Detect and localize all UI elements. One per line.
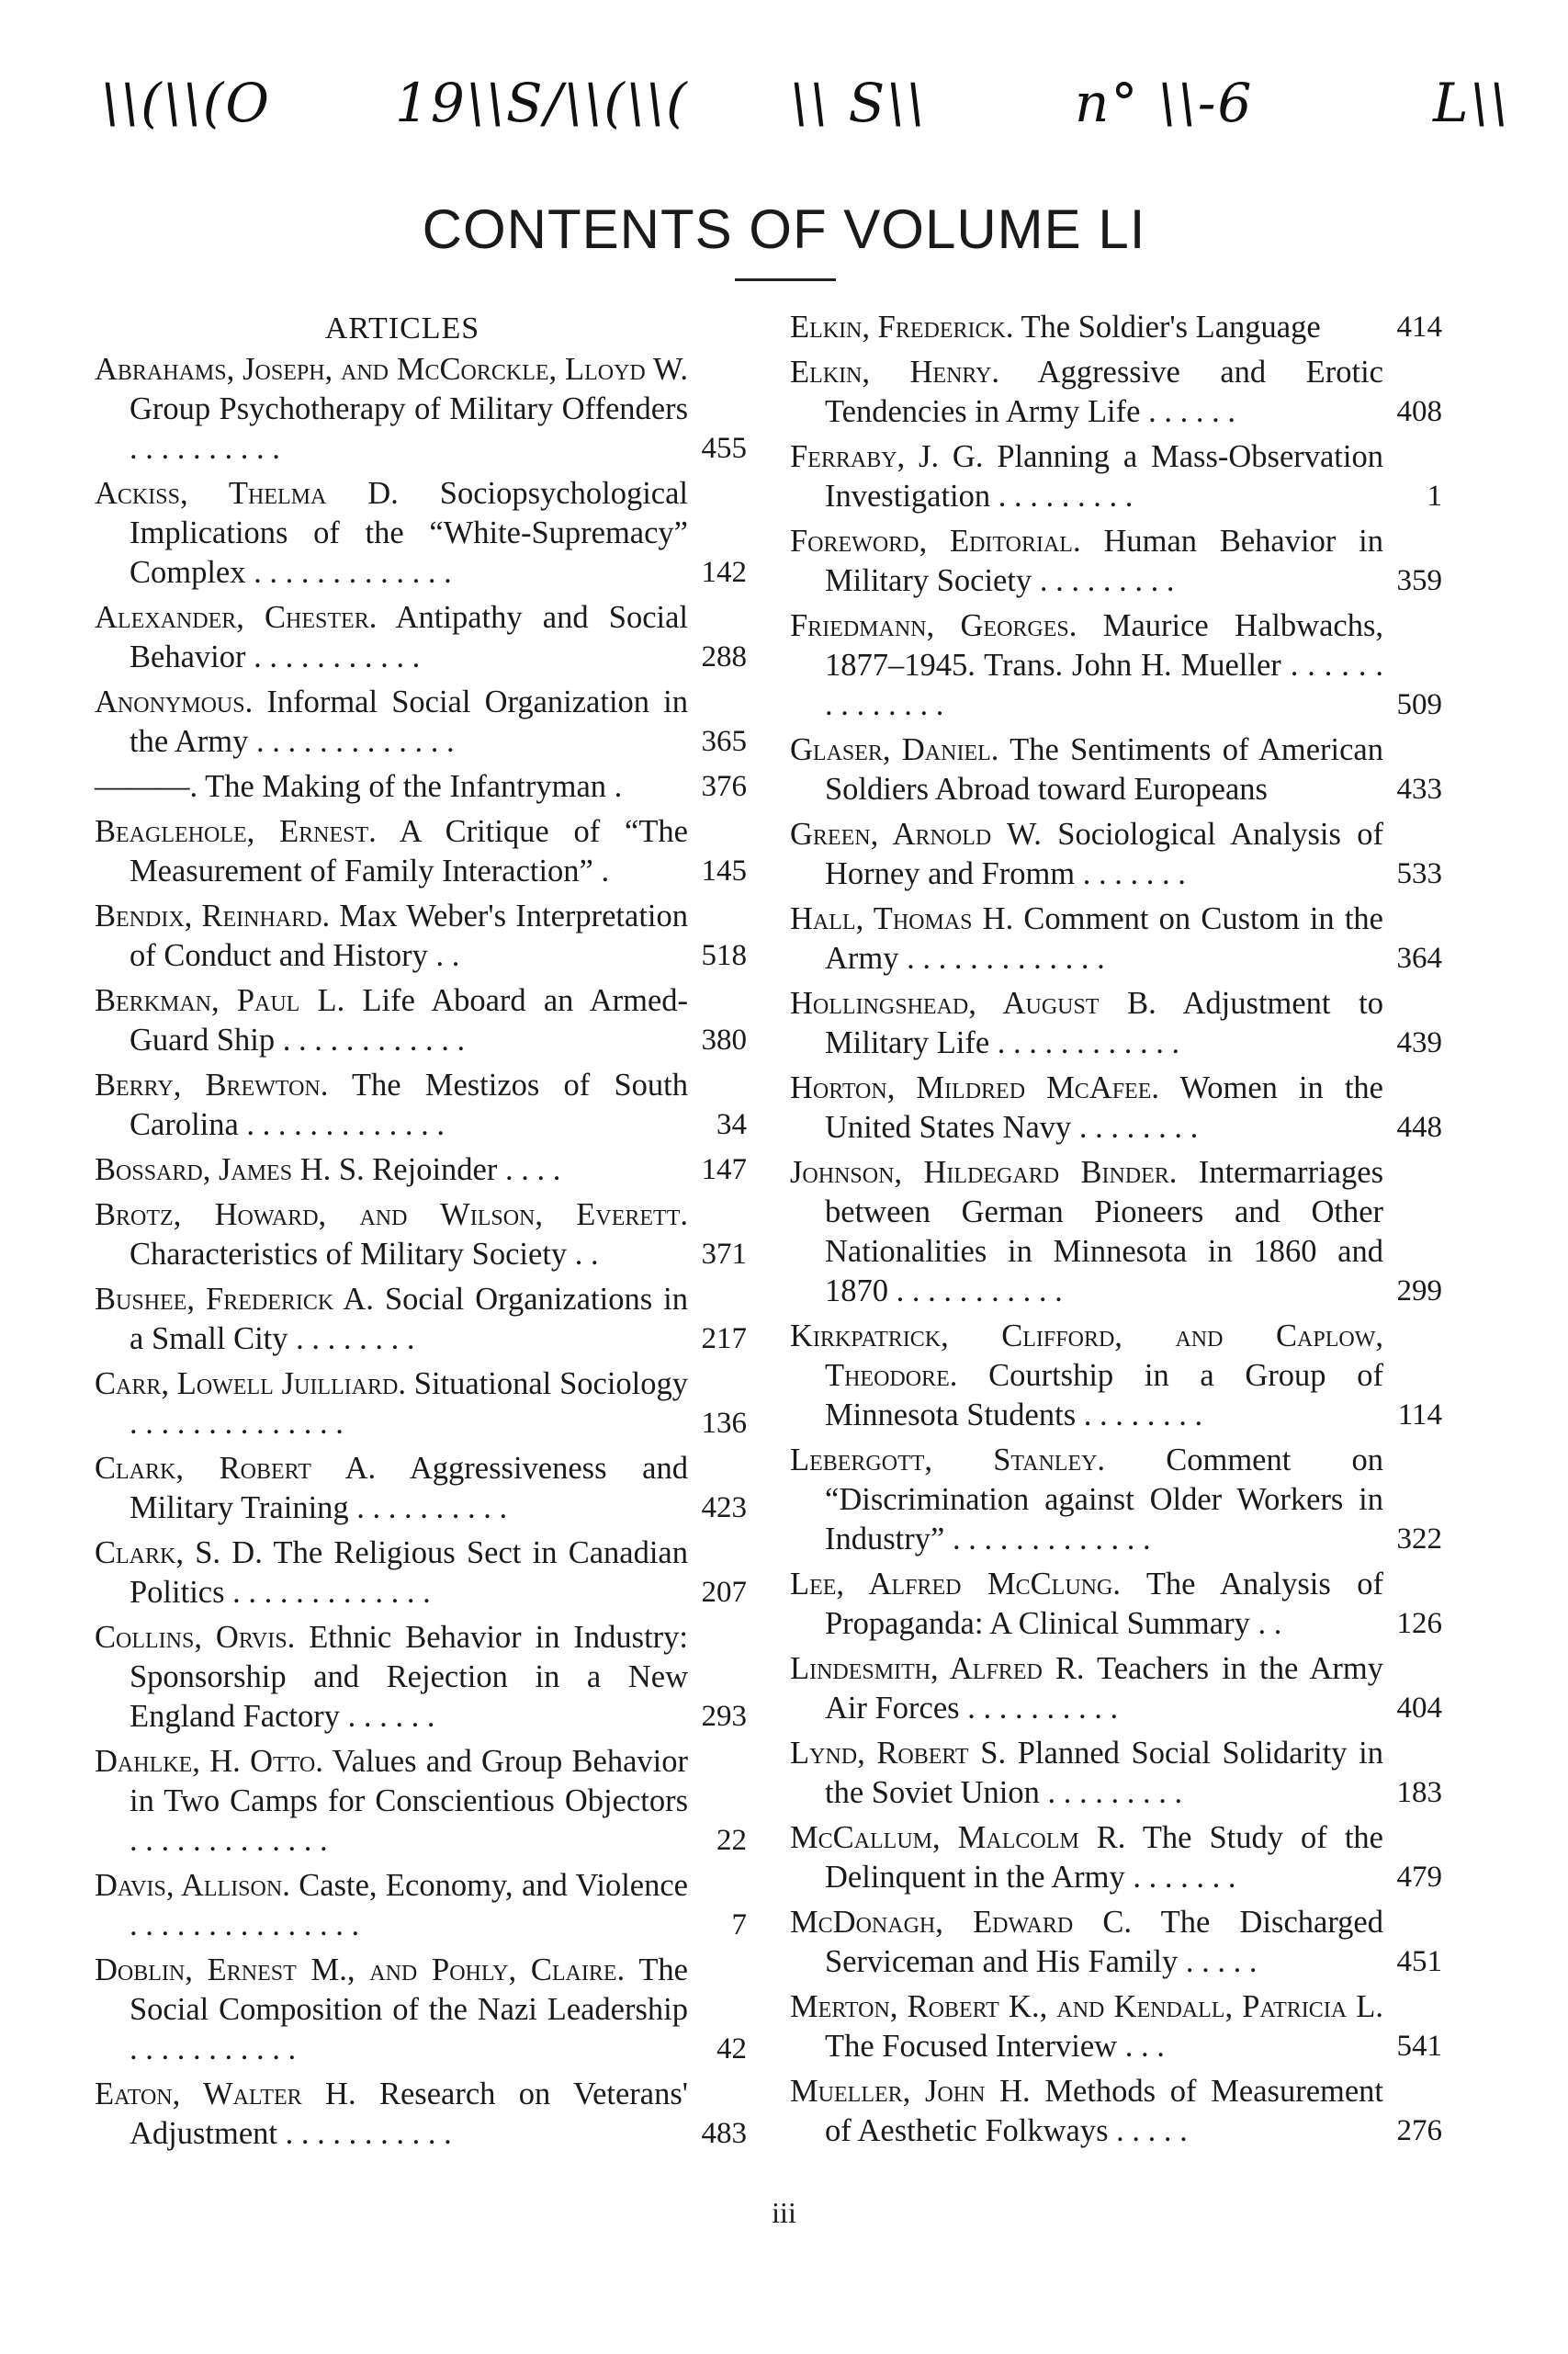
contents-entry bbox=[790, 1441, 1442, 1559]
entry-page-number: 114 bbox=[1397, 1398, 1442, 1432]
entry-author: Collins, Orvis. bbox=[95, 1620, 296, 1655]
entry-leader-dots: . . . . . . . . . . bbox=[959, 1691, 1119, 1726]
contents-entry bbox=[95, 1066, 747, 1145]
entry-leader-dots: . bbox=[592, 854, 610, 888]
entry-page-number: 322 bbox=[1396, 1522, 1442, 1556]
contents-entry bbox=[95, 981, 747, 1060]
entry-author: Ackiss, Thelma D. bbox=[95, 476, 399, 511]
contents-entry bbox=[95, 1533, 747, 1613]
entry-leader-dots: . . bbox=[1249, 1606, 1282, 1641]
entry-leader-dots: . . . . . . . . . bbox=[990, 479, 1134, 514]
entry-title: Values and Group Behavior in Two Camps for Conscientious Objectors bbox=[130, 1744, 688, 1818]
left-column bbox=[95, 308, 747, 2159]
entry-author: Berkman, Paul L. bbox=[95, 983, 345, 1018]
section-heading-articles: ARTICLES bbox=[324, 311, 480, 345]
contents-entry bbox=[790, 2072, 1442, 2151]
contents-entry bbox=[790, 1565, 1442, 1644]
entry-leader-dots: . . . . . . . bbox=[1124, 1860, 1236, 1895]
entry-leader-dots: . . . . . bbox=[1178, 1944, 1258, 1979]
entry-page-number: 376 bbox=[701, 770, 747, 803]
entry-title: Teachers in the Army Air Forces bbox=[825, 1651, 1383, 1726]
contents-entry bbox=[95, 474, 747, 593]
entry-leader-dots: . . . . . . . . . . bbox=[130, 431, 280, 466]
handwritten-note: 19\\S/\\(\\( bbox=[395, 72, 689, 134]
contents-entry bbox=[790, 437, 1442, 516]
entry-page-number: 408 bbox=[1396, 395, 1442, 428]
contents-entry bbox=[95, 683, 747, 762]
entry-page-number: 541 bbox=[1396, 2030, 1442, 2063]
entry-page-number: 364 bbox=[1396, 942, 1442, 975]
entry-author: McDonagh, Edward C. bbox=[790, 1905, 1133, 1940]
entry-title: Aggressiveness and Military Training bbox=[130, 1451, 688, 1525]
entry-leader-dots: . . . . . . . . . . . bbox=[245, 639, 421, 674]
entry-author: Ferraby, J. G. bbox=[790, 439, 984, 474]
entry-title: Caste, Economy, and Violence bbox=[299, 1868, 688, 1903]
handwritten-note: n° \\-6 bbox=[1075, 72, 1254, 134]
contents-entry bbox=[95, 1280, 747, 1359]
contents-entry bbox=[790, 1818, 1442, 1897]
entry-title: Women in the United States Navy bbox=[825, 1070, 1383, 1145]
contents-entry bbox=[95, 350, 747, 469]
entry-title: Rejoinder bbox=[372, 1152, 498, 1187]
contents-entry bbox=[790, 1987, 1442, 2066]
contents-entry bbox=[95, 1150, 747, 1190]
entry-title: Maurice Halbwachs, 1877–1945. Trans. John H. Mueller bbox=[825, 608, 1383, 683]
handwritten-note: \\(\\(O bbox=[101, 72, 271, 134]
entry-title: Antipathy and Social Behavior bbox=[130, 600, 688, 674]
entry-leader-dots: . bbox=[606, 769, 623, 804]
title-divider bbox=[735, 278, 836, 281]
entry-author: McCallum, Malcolm R. bbox=[790, 1820, 1126, 1855]
entry-author: Elkin, Frederick. bbox=[790, 310, 1014, 345]
entry-title: The Sentiments of American Soldiers Abroad toward Europeans bbox=[825, 732, 1383, 807]
entry-leader-dots: . . . . . . . . bbox=[288, 1321, 415, 1356]
entry-author: Hall, Thomas H. bbox=[790, 901, 1014, 936]
handwritten-note: \\ S\\ bbox=[790, 72, 927, 134]
entry-page-number: 145 bbox=[701, 854, 747, 888]
entry-title: Ethnic Behavior in Industry: Sponsorship and Rejection in a New England Factory bbox=[130, 1620, 688, 1734]
contents-entry bbox=[95, 767, 747, 807]
entry-author: Clark, S. D. bbox=[95, 1535, 263, 1570]
entry-page-number: 455 bbox=[701, 432, 747, 465]
entry-leader-dots: . . . . . . bbox=[339, 1699, 435, 1734]
entry-author: Doblin, Ernest M., and Pohly, Claire. bbox=[95, 1952, 626, 1987]
contents-entry bbox=[790, 308, 1442, 347]
entry-title: Adjustment to Military Life bbox=[825, 986, 1383, 1060]
entry-title: Aggressive and Erotic Tendencies in Army Life bbox=[825, 355, 1383, 429]
entry-title: Planning a Mass-Observation Investigation bbox=[825, 439, 1383, 514]
entry-title: Courtship in a Group of Minnesota Students bbox=[825, 1358, 1383, 1432]
entry-page-number: 142 bbox=[701, 556, 747, 589]
entry-title: The Mestizos of South Carolina bbox=[130, 1068, 688, 1142]
entry-title: Intermarriages between German Pioneers and Other Nationalities in Minnesota in 1860 and 1870 bbox=[825, 1155, 1383, 1308]
folio-page-number: iii bbox=[772, 2196, 796, 2229]
entry-page-number: 451 bbox=[1396, 1945, 1442, 1978]
entry-page-number: 288 bbox=[701, 640, 747, 673]
entry-leader-dots: . . . . . . . . . . . . . bbox=[238, 1107, 446, 1142]
entry-page-number: 7 bbox=[731, 1908, 747, 1941]
contents-entry bbox=[95, 1618, 747, 1737]
contents-entry bbox=[95, 2075, 747, 2154]
entry-author: Glaser, Daniel. bbox=[790, 732, 999, 767]
entry-page-number: 42 bbox=[716, 2032, 747, 2065]
entry-title: The Religious Sect in Canadian Politics bbox=[130, 1535, 688, 1610]
entry-title: Sociological Analysis of Horney and Fromm bbox=[825, 817, 1383, 891]
entry-title: The Soldier's Language bbox=[1021, 310, 1321, 345]
entry-title: Planned Social Solidarity in the Soviet Union bbox=[825, 1736, 1384, 1810]
contents-entry bbox=[790, 606, 1442, 725]
entry-page-number: 136 bbox=[701, 1407, 747, 1440]
entry-author: Lee, Alfred McClung. bbox=[790, 1567, 1121, 1601]
entry-page-number: 207 bbox=[701, 1576, 747, 1609]
entry-title: A Critique of “The Measurement of Family Interaction” bbox=[130, 814, 688, 888]
entry-leader-dots: . . . . . . . . . . . . . . bbox=[825, 648, 1383, 722]
entry-author: Carr, Lowell Juilliard. bbox=[95, 1366, 406, 1401]
entry-page-number: 423 bbox=[701, 1491, 747, 1524]
entry-page-number: 1 bbox=[1427, 480, 1442, 513]
entry-leader-dots: . . . . . . . . . . . . . bbox=[248, 724, 455, 759]
entry-author: Bushee, Frederick A. bbox=[95, 1282, 374, 1317]
contents-entry bbox=[95, 598, 747, 677]
entry-page-number: 147 bbox=[701, 1153, 747, 1186]
entry-author: Bossard, James H. S. bbox=[95, 1152, 365, 1187]
entry-author: Hollingshead, August B. bbox=[790, 986, 1156, 1021]
entry-leader-dots: . . . bbox=[1117, 2029, 1165, 2064]
entry-author: Clark, Robert A. bbox=[95, 1451, 377, 1486]
contents-entry bbox=[790, 984, 1442, 1063]
entry-title: Social Organizations in a Small City bbox=[130, 1282, 688, 1356]
contents-entry bbox=[95, 1364, 747, 1443]
contents-entry bbox=[95, 1951, 747, 2069]
entry-title: Situational Sociology bbox=[413, 1366, 688, 1401]
entry-author: ———. bbox=[95, 769, 198, 804]
contents-entry bbox=[790, 730, 1442, 809]
entry-page-number: 299 bbox=[1396, 1274, 1442, 1307]
entry-author: Bendix, Reinhard. bbox=[95, 899, 331, 934]
contents-entry bbox=[95, 1742, 747, 1861]
entry-author: Merton, Robert K., and Kendall, Patricia L. bbox=[790, 1989, 1383, 2024]
contents-entry bbox=[790, 1317, 1442, 1435]
entry-title: The Study of the Delinquent in the Army bbox=[825, 1820, 1383, 1895]
entry-author: Friedmann, Georges. bbox=[790, 608, 1077, 643]
entry-author: Davis, Allison. bbox=[95, 1868, 290, 1903]
entry-author: Berry, Brewton. bbox=[95, 1068, 329, 1103]
entry-leader-dots: . . . . . . . . . . . bbox=[130, 2031, 297, 2066]
entry-page-number: 433 bbox=[1396, 773, 1442, 806]
entry-leader-dots: . . . . . . . . . . . . . bbox=[130, 1823, 328, 1858]
entry-leader-dots: . . . . . . . . . . . . . bbox=[944, 1522, 1151, 1556]
entry-leader-dots: . . . . . . . . . . . . bbox=[275, 1023, 466, 1058]
entry-leader-dots: . . . . . . . . . bbox=[1032, 563, 1175, 598]
entry-page-number: 359 bbox=[1396, 564, 1442, 597]
entry-author: Beaglehole, Ernest. bbox=[95, 814, 377, 849]
entry-title: Comment on Custom in the Army bbox=[825, 901, 1383, 976]
entry-author: Lynd, Robert S. bbox=[790, 1736, 1007, 1771]
contents-entry bbox=[95, 897, 747, 976]
contents-entry bbox=[790, 1903, 1442, 1982]
entry-page-number: 439 bbox=[1396, 1026, 1442, 1059]
entry-page-number: 183 bbox=[1396, 1776, 1442, 1809]
entry-author: Lindesmith, Alfred R. bbox=[790, 1651, 1085, 1686]
entry-leader-dots: . . . . . . . . . . bbox=[348, 1490, 508, 1525]
entry-leader-dots: . . . . . . . . . . . . bbox=[989, 1025, 1180, 1060]
entry-leader-dots: . . . . . . . . bbox=[1076, 1398, 1203, 1432]
entry-author: Kirkpatrick, Clifford, and Caplow, Theodore. bbox=[790, 1318, 1383, 1393]
entry-leader-dots: . . . . . . . . . . . . . . . bbox=[130, 1907, 360, 1942]
handwritten-annotations bbox=[92, 72, 1513, 154]
contents-entry bbox=[95, 1449, 747, 1528]
contents-entry bbox=[95, 812, 747, 891]
entry-page-number: 533 bbox=[1396, 857, 1442, 890]
entry-title: Group Psychotherapy of Military Offenders bbox=[130, 391, 688, 426]
handwritten-note: L\\ bbox=[1433, 72, 1510, 134]
entry-author: Brotz, Howard, and Wilson, Everett. bbox=[95, 1197, 688, 1232]
contents-entry bbox=[790, 1069, 1442, 1148]
entry-leader-dots: . . . . . . . . . . . . . . bbox=[130, 1406, 344, 1441]
entry-leader-dots: . . bbox=[567, 1237, 599, 1272]
entry-title: The Making of the Infantryman bbox=[205, 769, 607, 804]
entry-title: The Focused Interview bbox=[825, 2029, 1118, 2064]
entry-title: Human Behavior in Military Society bbox=[825, 524, 1384, 598]
entry-leader-dots: . . bbox=[427, 938, 460, 973]
contents-entry bbox=[790, 900, 1442, 979]
entry-title: Sociopsychological Implications of the “White-Supremacy” Complex bbox=[130, 476, 688, 590]
entry-leader-dots: . . . . . . . . . . . . . bbox=[245, 555, 452, 590]
entry-title: Methods of Measurement of Aesthetic Folkways bbox=[825, 2074, 1383, 2148]
contents-entry bbox=[790, 815, 1442, 894]
entry-page-number: 217 bbox=[701, 1322, 747, 1355]
entry-title: Life Aboard an Armed-Guard Ship bbox=[130, 983, 689, 1058]
entry-author: Lebergott, Stanley. bbox=[790, 1443, 1106, 1477]
contents-entry bbox=[790, 1153, 1442, 1311]
entry-page-number: 34 bbox=[716, 1108, 747, 1141]
entry-author: Mueller, John H. bbox=[790, 2074, 1031, 2109]
entry-title: Comment on “Discrimination against Older Workers in Industry” bbox=[825, 1443, 1383, 1556]
entry-leader-dots: . . . . . bbox=[1108, 2113, 1188, 2148]
page-title: CONTENTS OF VOLUME LI bbox=[422, 198, 1146, 260]
entry-title: Research on Veterans' Adjustment bbox=[130, 2077, 688, 2151]
right-column bbox=[790, 308, 1442, 2156]
entry-page-number: 483 bbox=[701, 2117, 747, 2150]
entry-title: The Social Composition of the Nazi Leadership bbox=[130, 1952, 688, 2027]
entry-title: Informal Social Organization in the Army bbox=[130, 685, 689, 759]
entry-page-number: 509 bbox=[1396, 688, 1442, 721]
entry-leader-dots: . . . . . . . bbox=[1075, 856, 1186, 891]
contents-entry bbox=[790, 1649, 1442, 1728]
entry-title: The Discharged Serviceman and His Family bbox=[825, 1905, 1383, 1979]
contents-entry bbox=[95, 1866, 747, 1945]
entry-page-number: 126 bbox=[1396, 1607, 1442, 1640]
entry-page-number: 276 bbox=[1396, 2114, 1442, 2147]
entry-author: Johnson, Hildegard Binder. bbox=[790, 1155, 1178, 1190]
entry-page-number: 293 bbox=[701, 1700, 747, 1733]
entry-title: The Analysis of Propaganda: A Clinical Summary bbox=[825, 1567, 1383, 1641]
entry-leader-dots: . . . . bbox=[497, 1152, 561, 1187]
entry-author: Foreword, Editorial. bbox=[790, 524, 1081, 559]
entry-leader-dots: . . . . . . . . . . . bbox=[277, 2116, 452, 2151]
entry-author: Eaton, Walter H. bbox=[95, 2077, 356, 2111]
entry-page-number: 380 bbox=[701, 1024, 747, 1057]
entry-author: Dahlke, H. Otto. bbox=[95, 1744, 323, 1779]
entry-leader-dots: . . . . . . . . bbox=[1071, 1110, 1199, 1145]
contents-entry bbox=[790, 353, 1442, 432]
entry-page-number: 404 bbox=[1396, 1692, 1442, 1725]
entry-author: Anonymous. bbox=[95, 685, 254, 719]
entry-leader-dots: . . . . . . . . . . . . . bbox=[898, 941, 1105, 976]
entry-page-number: 22 bbox=[716, 1824, 747, 1857]
entry-author: Abrahams, Joseph, and McCorckle, Lloyd W. bbox=[95, 352, 688, 387]
entry-author: Green, Arnold W. bbox=[790, 817, 1042, 852]
entry-leader-dots: . . . . . . . . . bbox=[1039, 1775, 1183, 1810]
entry-page-number: 414 bbox=[1396, 311, 1442, 344]
entry-page-number: 448 bbox=[1396, 1111, 1442, 1144]
contents-entry bbox=[790, 1734, 1442, 1813]
entry-page-number: 365 bbox=[701, 725, 747, 758]
entry-page-number: 518 bbox=[701, 939, 747, 972]
entry-title: Characteristics of Military Society bbox=[130, 1237, 568, 1272]
entry-leader-dots: . . . . . . . . . . . . . bbox=[224, 1575, 431, 1610]
entry-leader-dots: . . . . . . . . . . . bbox=[888, 1273, 1063, 1308]
entry-author: Alexander, Chester. bbox=[95, 600, 378, 635]
contents-entry bbox=[95, 1195, 747, 1274]
entry-author: Elkin, Henry. bbox=[790, 355, 1000, 390]
entry-title: Max Weber's Interpretation of Conduct and History bbox=[130, 899, 688, 973]
entry-author: Horton, Mildred McAfee. bbox=[790, 1070, 1159, 1105]
entry-leader-dots: . . . . . . bbox=[1140, 394, 1235, 429]
entry-page-number: 371 bbox=[701, 1238, 747, 1271]
entry-page-number: 479 bbox=[1396, 1861, 1442, 1894]
contents-entry bbox=[790, 522, 1442, 601]
